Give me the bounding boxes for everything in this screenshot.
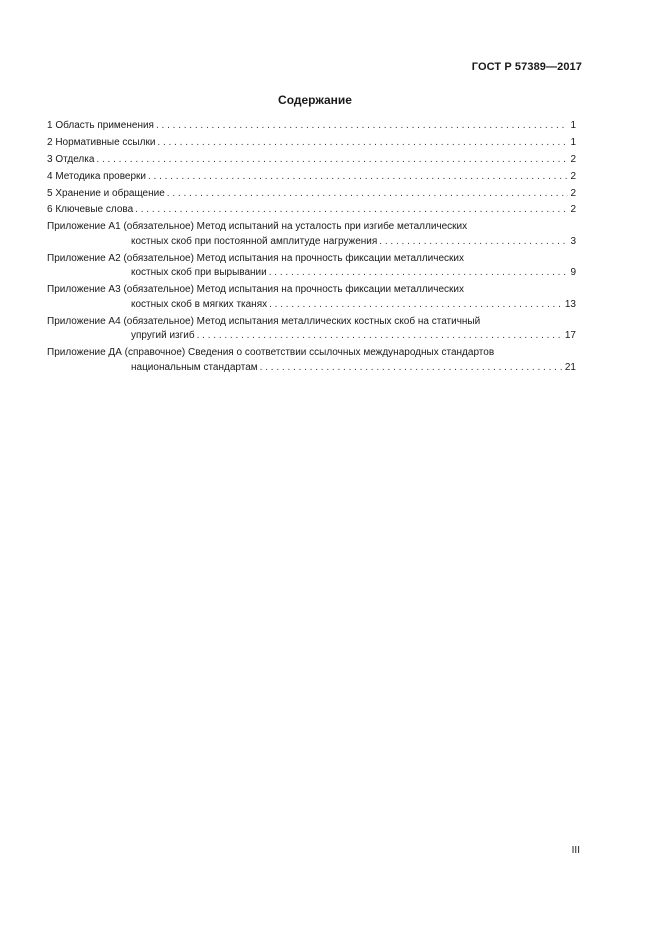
toc-entry-label: 4 Методика проверки	[47, 170, 146, 182]
toc-entry-normative-references[interactable]	[47, 136, 576, 151]
toc-entry-label-line-1: Приложение ДА (справочное) Сведения о соответствии ссылочных международных стандартов	[47, 347, 495, 359]
toc-entry-label-line-2: костных скоб при постоянной амплитуде нагружения	[131, 235, 378, 247]
toc-page-number: 13	[564, 298, 576, 310]
toc-entry-keywords[interactable]	[47, 203, 576, 218]
toc-entry-label-line-1: Приложение А1 (обязательное) Метод испытаний на усталость при изгибе металлических	[47, 221, 468, 233]
toc-entry-appendix-a1[interactable]	[47, 220, 576, 249]
toc-entry-label: 5 Хранение и обращение	[47, 187, 165, 199]
toc-page-number: 2	[570, 204, 576, 216]
toc-entry-label: 2 Нормативные ссылки	[47, 136, 156, 148]
dot-leader	[197, 329, 563, 344]
toc-entry-label: 1 Область применения	[47, 120, 154, 131]
dot-leader	[269, 266, 569, 281]
toc-entry-label-line-1: Приложение А3 (обязательное) Метод испытания на прочность фиксации металлических	[47, 284, 464, 296]
toc-entry-label-line-2: костных скоб в мягких тканях	[131, 298, 268, 310]
dot-leader	[157, 136, 568, 151]
toc-entry-label-line-2: костных скоб при вырывании	[131, 267, 267, 279]
document-code: ГОСТ Р 57389—2017	[471, 61, 582, 73]
toc-page-number: 1	[570, 136, 576, 148]
toc-title: Содержание	[278, 93, 352, 107]
toc-entry-finishing[interactable]	[47, 153, 576, 168]
toc-page-number: 2	[570, 170, 576, 182]
toc-page-number: 3	[570, 235, 576, 247]
toc-entry-label: 3 Отделка	[47, 153, 95, 165]
dot-leader	[167, 187, 569, 202]
toc-page-number: 9	[570, 267, 576, 279]
dot-leader	[148, 170, 568, 185]
toc-page-number: 21	[564, 361, 576, 373]
toc-entry-test-method[interactable]	[47, 170, 576, 185]
toc-entry-label-line-1: Приложение А4 (обязательное) Метод испытания металлических костных скоб на статичный	[47, 315, 481, 327]
toc-entry-storage-handling[interactable]	[47, 187, 576, 202]
page-number: III	[571, 845, 580, 856]
toc-entry-appendix-a2[interactable]	[47, 252, 576, 281]
toc-entry-appendix-a3[interactable]	[47, 283, 576, 312]
toc-entry-label: 6 Ключевые слова	[47, 204, 134, 216]
toc-page-number: 1	[570, 120, 576, 131]
dot-leader	[269, 298, 563, 313]
dot-leader	[260, 361, 563, 376]
toc-entry-label-line-2: национальным стандартам	[131, 361, 258, 373]
toc-entry-appendix-a4[interactable]	[47, 315, 576, 344]
toc-entry-appendix-da[interactable]	[47, 346, 576, 375]
toc-entry-label-line-1: Приложение А2 (обязательное) Метод испытания на прочность фиксации металлических	[47, 252, 464, 264]
toc-page-number: 2	[570, 187, 576, 199]
toc-page-number: 2	[570, 153, 576, 165]
table-of-contents	[47, 119, 576, 378]
dot-leader	[156, 119, 568, 134]
toc-entry-label-line-2: упругий изгиб	[131, 330, 195, 342]
dot-leader	[379, 235, 568, 250]
toc-entry-scope[interactable]	[47, 119, 576, 134]
toc-page-number: 17	[564, 330, 576, 342]
dot-leader	[96, 153, 568, 168]
dot-leader	[135, 203, 568, 218]
